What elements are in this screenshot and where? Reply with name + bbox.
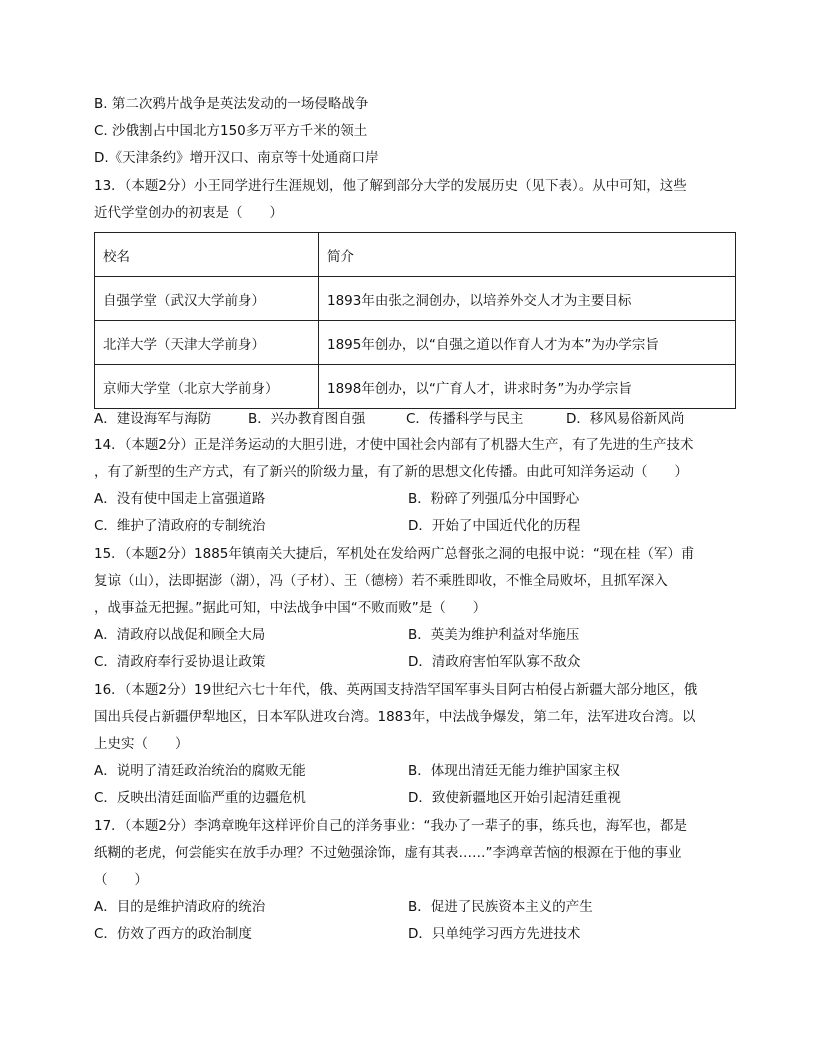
q17-stem-line-3: （ ）: [94, 872, 148, 888]
table-header-row: [95, 233, 736, 277]
q14-option-c[interactable]: C．维护了清政府的专制统治: [94, 518, 266, 534]
q14-option-d[interactable]: D．开始了中国近代化的历程: [408, 518, 581, 534]
q16-stem-line-2: 国出兵侵占新疆伊犁地区，日本军队进攻台湾。1883年，中法战争爆发，第二年，法军进攻台湾。以: [94, 709, 696, 725]
table-header-cell: 校名: [95, 233, 319, 277]
q17-option-c[interactable]: C．仿效了西方的政治制度: [94, 926, 252, 942]
q13-option-a[interactable]: A．建设海军与海防: [94, 411, 212, 427]
q17-option-d[interactable]: D．只单纯学习西方先进技术: [408, 926, 581, 942]
q14-stem-line-1: 14．（本题2分）正是洋务运动的大胆引进，才使中国社会内部有了机器大生产，有了先进的生产技术: [94, 437, 694, 453]
q15-option-a[interactable]: A．清政府以战促和顾全大局: [94, 627, 266, 643]
q14-option-b[interactable]: B．粉碎了列强瓜分中国野心: [408, 491, 580, 507]
q17-option-b[interactable]: B．促进了民族资本主义的产生: [408, 899, 593, 915]
table-row: [95, 365, 736, 409]
q15-stem-line-3: ，战事益无把握。”据此可知，中法战争中国“不败而败”是（ ）: [94, 600, 487, 616]
prev-option-c: C. 沙俄割占中国北方150多万平方千米的领土: [94, 123, 368, 139]
table-cell-name: 北洋大学（天津大学前身）: [95, 321, 319, 365]
q17-stem-line-2: 纸糊的老虎，何尝能实在放手办理？不过勉强涂饰，虚有其表……”李鸿章苦恼的根源在于他的事业: [94, 845, 682, 861]
q13-option-b[interactable]: B．兴办教育图自强: [248, 411, 366, 427]
q16-option-a[interactable]: A．说明了清廷政治统治的腐败无能: [94, 763, 306, 779]
q16-option-d[interactable]: D．致使新疆地区开始引起清廷重视: [408, 790, 621, 806]
q17-option-a[interactable]: A．目的是维护清政府的统治: [94, 899, 266, 915]
prev-option-b: B. 第二次鸦片战争是英法发动的一场侵略战争: [94, 96, 369, 112]
q13-table: [94, 232, 736, 409]
q15-stem-line-1: 15．（本题2分）1885年镇南关大捷后，军机处在发给两广总督张之洞的电报中说：“现在桂（军）甫: [94, 546, 695, 562]
q15-option-c[interactable]: C．清政府奉行妥协退让政策: [94, 654, 266, 670]
prev-option-d: D.《天津条约》增开汉口、南京等十处通商口岸: [94, 150, 379, 166]
table-row: [95, 277, 736, 321]
q15-option-b[interactable]: B．英美为维护利益对华施压: [408, 627, 580, 643]
table-row: [95, 321, 736, 365]
q13-option-c[interactable]: C．传播科学与民主: [406, 411, 524, 427]
table-cell-intro: 1898年创办，以“广育人才，讲求时务”为办学宗旨: [319, 365, 736, 409]
q16-stem-line-3: 上史实（ ）: [94, 736, 189, 752]
table-cell-intro: 1895年创办，以“自强之道以作育人才为本”为办学宗旨: [319, 321, 736, 365]
q15-option-d[interactable]: D．清政府害怕军队寡不敌众: [408, 654, 581, 670]
table-cell-name: 京师大学堂（北京大学前身）: [95, 365, 319, 409]
table-cell-name: 自强学堂（武汉大学前身）: [95, 277, 319, 321]
table-header-cell: 简介: [319, 233, 736, 277]
q15-stem-line-2: 复谅（山），法即据澎（湖），冯（子材）、王（德榜）若不乘胜即收，不惟全局败坏，且抓军深入: [94, 573, 668, 589]
table-cell-intro: 1893年由张之洞创办，以培养外交人才为主要目标: [319, 277, 736, 321]
q17-stem-line-1: 17．（本题2分）李鸿章晚年这样评价自己的洋务事业：“我办了一辈子的事，练兵也，海军也，都是: [94, 818, 688, 834]
q16-stem-line-1: 16．（本题2分）19世纪六七十年代，俄、英两国支持浩罕国军事头目阿古柏侵占新疆大部分地区，俄: [94, 682, 698, 698]
q13-stem-line-2: 近代学堂创办的初衷是（ ）: [94, 205, 283, 221]
q14-stem-line-2: ，有了新型的生产方式，有了新兴的阶级力量，有了新的思想文化传播。由此可知洋务运动（ ）: [94, 464, 688, 480]
q14-option-a[interactable]: A．没有使中国走上富强道路: [94, 491, 266, 507]
q13-option-d[interactable]: D．移风易俗新风尚: [566, 411, 685, 427]
q16-option-c[interactable]: C．反映出清廷面临严重的边疆危机: [94, 790, 306, 806]
q16-option-b[interactable]: B．体现出清廷无能力维护国家主权: [408, 763, 620, 779]
q13-stem-line-1: 13．（本题2分）小王同学进行生涯规划，他了解到部分大学的发展历史（见下表）。从中可知，这些: [94, 178, 687, 194]
